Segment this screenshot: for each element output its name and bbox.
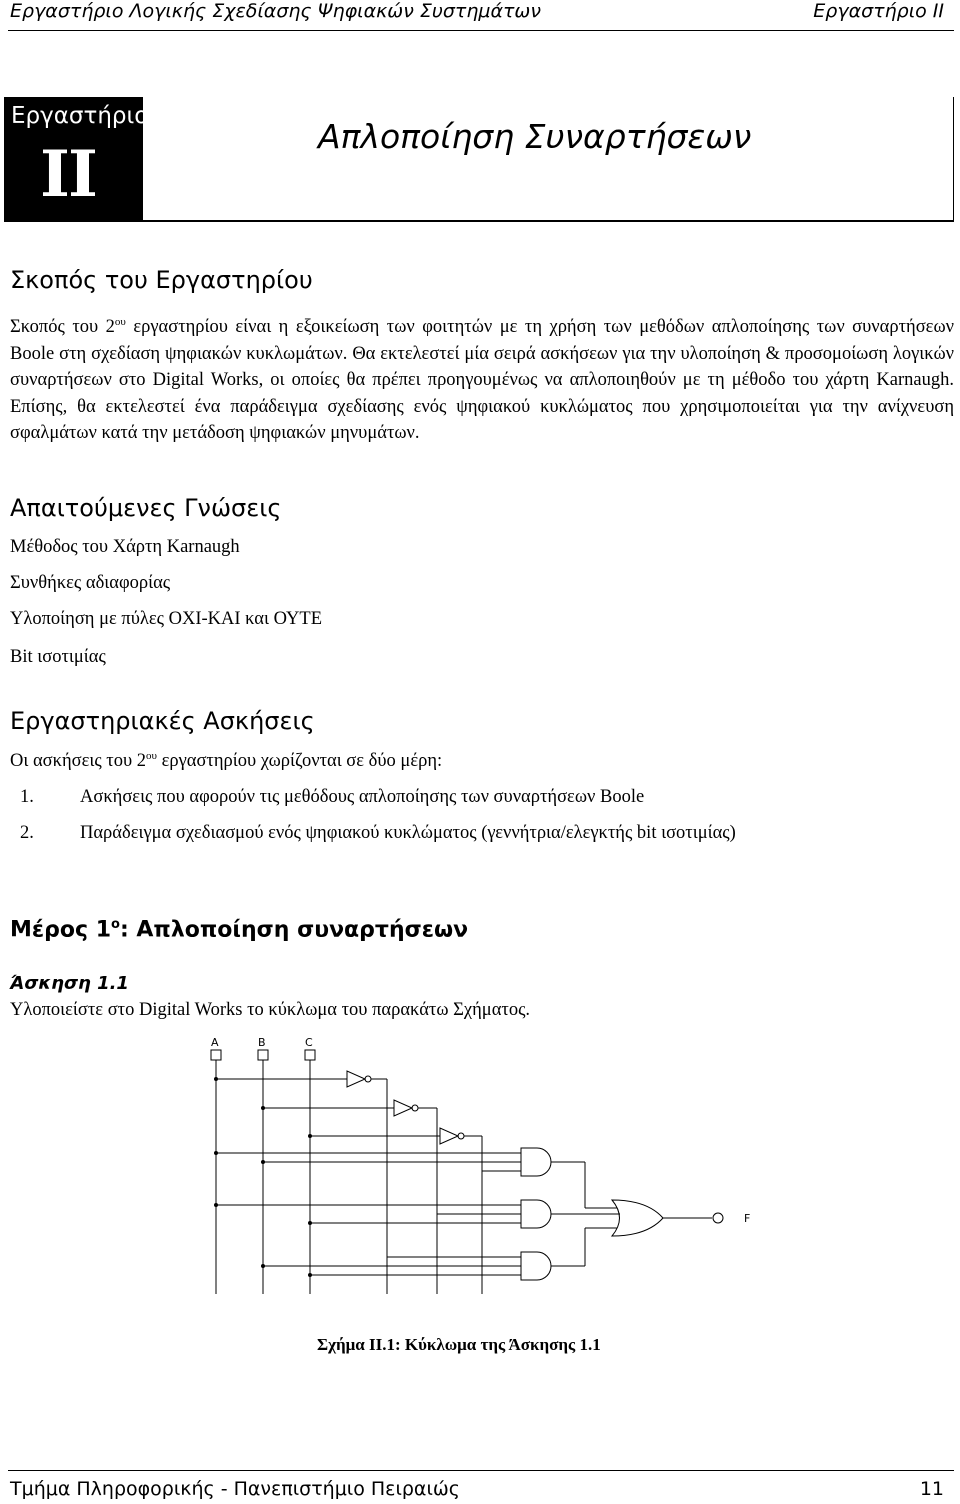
- exercises-intro-sup: ου: [146, 750, 157, 762]
- knowledge-item: Bit ισοτιμίας: [10, 647, 106, 667]
- exercises-intro: [10, 750, 442, 772]
- heading-purpose: Σκοπός του Εργαστηρίου: [10, 266, 313, 294]
- and-gate-1: [521, 1148, 551, 1176]
- exercise-list-number: 2.: [20, 823, 34, 843]
- header-left: Εργαστήριο Λογικής Σχεδίασης Ψηφιακών Συστημάτων: [10, 0, 541, 22]
- page-number: 11: [919, 1478, 944, 1500]
- purpose-text-start: Σκοπός του 2: [10, 317, 115, 338]
- exercise-text: Υλοποιείστε στο Digital Works το κύκλωμα του παρακάτω Σχήματος.: [10, 1000, 531, 1020]
- figure-caption: Σχήμα ΙΙ.1: Κύκλωμα της Άσκησης 1.1: [317, 1335, 601, 1354]
- input-switch-a: [211, 1050, 221, 1060]
- purpose-text-rest: εργαστηρίου είναι η εξοικείωση των φοιτητών με τη χρήση των μεθόδων απλοποίησης των συναρτήσεων Boole στη σχεδίαση ψηφιακών κυκλωμάτων. Θα εκτελεστεί μία σειρά ασκήσεων για την υλοποίηση & προσομοίωση λογικών συναρτήσεων στο Digital Works, οι οποίες θα πρέπει προηγουμένως να απλοποιηθούν με τη μέθοδο του χάρτη Karnaugh. Επίσης, θα εκτελεστεί ένα παράδειγμα σχεδίασης ενός ψηφιακού κυκλώματος που χρησιμοποιείται για την ανίχνευση σφαλμάτων κατά την μετάδοση ψηφιακών μηνυμάτων.: [10, 317, 954, 444]
- not-gate-b: [394, 1100, 412, 1116]
- header-right: Εργαστήριο ΙΙ: [813, 0, 944, 22]
- knowledge-item: Συνθήκες αδιαφορίας: [10, 573, 171, 593]
- purpose-paragraph: [10, 309, 954, 447]
- circuit-diagram: [207, 1032, 755, 1310]
- not-gate-c: [440, 1128, 458, 1144]
- purpose-sup: ου: [114, 316, 126, 328]
- input-label-c: C: [305, 1036, 313, 1049]
- exercise-list-number: 1.: [20, 787, 34, 807]
- part1-heading-rest: : Απλοποίηση συναρτήσεων: [119, 917, 469, 943]
- badge-number: II: [40, 137, 96, 212]
- knowledge-item: Μέθοδος του Χάρτη Karnaugh: [10, 537, 240, 557]
- exercises-intro-rest: εργαστηρίου χωρίζονται σε δύο μέρη:: [156, 751, 443, 772]
- knowledge-item: Υλοποίηση με πύλες ΟΧΙ-ΚΑΙ και ΟΥΤΕ: [10, 609, 322, 629]
- exercise-list-text: Παράδειγμα σχεδιασμού ενός ψηφιακού κυκλώματος (γεννήτρια/ελεγκτής bit ισοτιμίας): [80, 823, 736, 843]
- badge-word: Εργαστήριο: [11, 103, 149, 129]
- header-rule: [8, 30, 954, 31]
- footer-left: Τμήμα Πληροφορικής - Πανεπιστήμιο Πειραιώς: [10, 1478, 460, 1500]
- exercise-list-text: Ασκήσεις που αφορούν τις μεθόδους απλοποίησης των συναρτήσεων Boole: [80, 787, 645, 807]
- output-label-f: F: [744, 1212, 751, 1225]
- heading-knowledge: Απαιτούμενες Γνώσεις: [10, 494, 282, 522]
- not-gate-a: [347, 1071, 365, 1087]
- lab-badge: [4, 97, 149, 222]
- page-title: Απλοποίηση Συναρτήσεων: [318, 117, 752, 156]
- exercises-intro-start: Οι ασκήσεις του 2: [10, 751, 147, 772]
- or-gate: [612, 1200, 663, 1236]
- heading-part1: [10, 917, 468, 942]
- input-switch-b: [258, 1050, 268, 1060]
- input-label-a: A: [211, 1036, 219, 1049]
- input-switch-c: [305, 1050, 315, 1060]
- heading-exercises: Εργαστηριακές Ασκήσεις: [10, 707, 315, 735]
- and-gate-3: [521, 1252, 551, 1280]
- part1-heading-start: Μέρος 1: [10, 917, 112, 943]
- circuit-figure: [207, 1032, 755, 1310]
- input-label-b: B: [258, 1036, 266, 1049]
- part1-heading-sup: ο: [111, 917, 120, 932]
- output-led: [713, 1213, 723, 1223]
- title-box: [143, 97, 954, 222]
- footer-rule: [8, 1470, 954, 1471]
- and-gate-2: [521, 1200, 551, 1228]
- exercise-label: Άσκηση 1.1: [10, 973, 129, 994]
